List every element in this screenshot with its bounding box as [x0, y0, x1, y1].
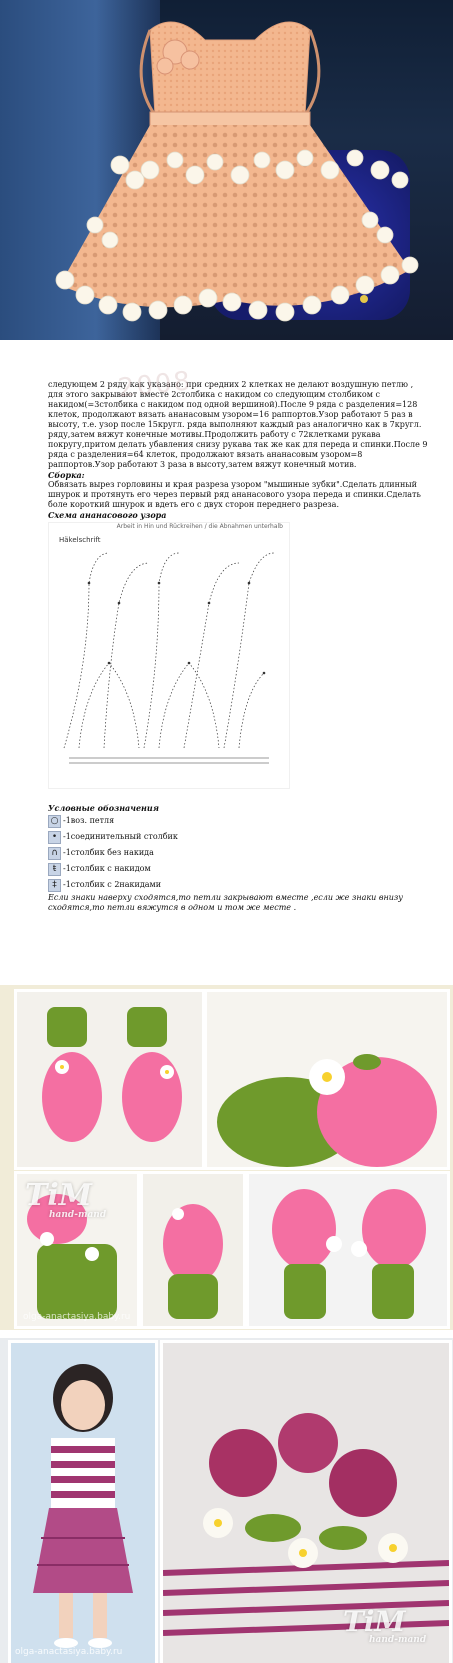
document-page: [48, 366, 428, 940]
chain-stitch-icon: ○: [48, 815, 61, 828]
chart-title: Häkelschrift: [59, 536, 101, 544]
chart-diagram: [49, 523, 289, 788]
brand-logo: TiM: [343, 1605, 406, 1638]
doll-collage: [0, 1338, 453, 1663]
treble-crochet-icon: ‡: [48, 879, 61, 892]
roses-closeup-photo: [160, 1340, 452, 1663]
crochet-dress-illustration: [0, 0, 453, 340]
mittens-photo-1: [14, 989, 205, 1170]
legend-item-slip-stitch: [48, 829, 428, 845]
legend-label: -1столбик с накидом: [63, 864, 151, 873]
chart-note: Arbeit in Hin und Rückreihen / die Abnahmen unterhalb: [116, 523, 283, 530]
roses-illustration: [163, 1343, 449, 1663]
doll-illustration: [11, 1343, 155, 1663]
legend-label: -1столбик с 2накидами: [63, 880, 162, 889]
legend-footnote: Если знаки наверху сходятся,то петли закрывают вместе ,если же знаки внизу сходятся,то петли вяжутся в одном и том же месте .: [48, 893, 403, 912]
pattern-paragraph: следующем 2 ряду как указано: при средних 2 клетках не делают воздушную петлю , для этого закрывают вместе 2столбика с накидом со следующим столбиком с накидом(=3столбика с накидом под одной вершиной).После 9 ряда с разделения=128 клеток, продолжают вязать ананасовым узором=16 раппортов.Узор работают 5 раз в высоту, т.е. узор после 15кругл. ряда выполняют каждый раз аналогично как в 7кругл. ряду,затем вяжут конечные мотивы.Продолжить работу с 72клетками рукава покругу,притом делать убавления снизу рукава так же как для переда и спинки.После 9 ряда с разделения=64 клеток, продолжают вязать ананасовым узором=8 раппортов.Узор работают 3 раза в высоту,затем вяжут конечный мотив.: [48, 380, 428, 469]
dress-photo: [0, 0, 453, 340]
mitten-pair-illustration: [17, 992, 202, 1167]
brand-logo: TiM: [25, 1178, 92, 1213]
legend-heading: Условные обозначения: [48, 803, 160, 813]
brand-subtitle: hand-mand: [49, 1210, 107, 1220]
mittens-collage: [0, 985, 453, 1330]
legend-item-single-crochet: [48, 845, 428, 861]
doll-photo: [8, 1340, 158, 1663]
legend-label: -1соединительный столбик: [63, 832, 178, 841]
legend-label: -1столбик без накида: [63, 848, 154, 857]
watermark: 2008: [116, 366, 194, 404]
mittens-standing-illustration: [249, 1174, 447, 1326]
assembly-heading: Сборка:: [48, 470, 85, 480]
mittens-photo-5: [246, 1171, 450, 1329]
mittens-photo-4: [140, 1171, 246, 1329]
mittens-photo-3: [14, 1171, 140, 1329]
scheme-heading: Схема ананасового узора: [48, 510, 167, 520]
legend-item-treble-crochet: [48, 877, 428, 893]
mittens-photo-2: [204, 989, 450, 1170]
legend-item-double-crochet: [48, 861, 428, 877]
slip-stitch-icon: •: [48, 831, 61, 844]
mitten-single-illustration: [143, 1174, 243, 1326]
pineapple-stitch-chart: [48, 522, 290, 789]
brand-subtitle: hand-mand: [369, 1635, 427, 1645]
source-watermark: olga-anactasiya.baby.ru: [23, 1312, 131, 1322]
mitten-closeup-illustration: [207, 992, 447, 1167]
double-crochet-icon: ŧ: [48, 863, 61, 876]
legend-item-chain: [48, 813, 428, 829]
assembly-paragraph: Обвязать вырез горловины и края разреза узором "мышиные зубки".Сделать длинный шнурок и протянуть его через первый ряд ананасового узора переда и спинки.Сделать боле короткий шнурок и вдеть его с двух сторон переднего разреза.: [48, 480, 421, 509]
legend: [48, 803, 428, 913]
source-watermark: olga-anactasiya.baby.ru: [15, 1647, 123, 1657]
single-crochet-icon: ∩: [48, 847, 61, 860]
legend-label: -1воз. петля: [63, 816, 115, 825]
